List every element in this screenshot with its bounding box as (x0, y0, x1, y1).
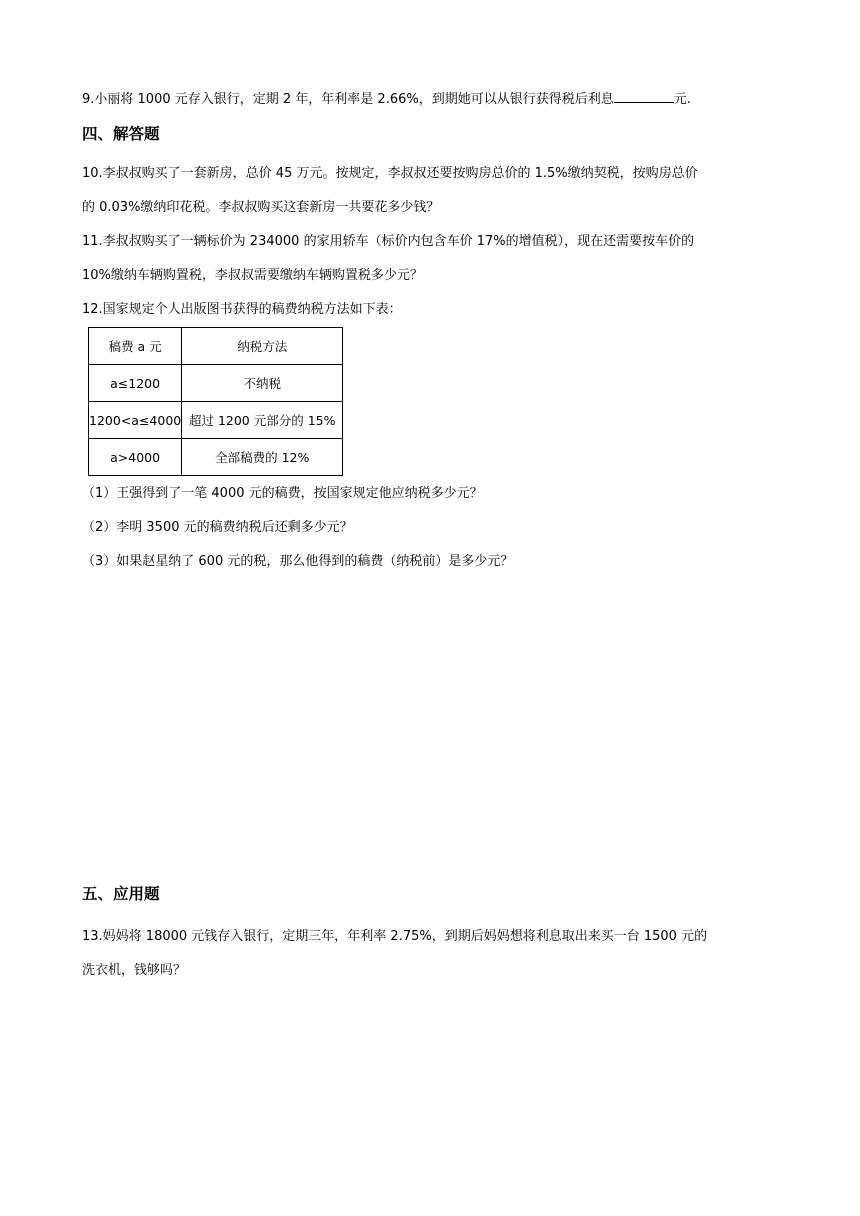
table-header-cell: 纳税方法 (182, 328, 343, 365)
section-4-heading: 四、解答题 (82, 125, 160, 143)
question-10-line-1: 10.李叔叔购买了一套新房，总价 45 万元。按规定，李叔叔还要按购房总价的 1.5%缴纳契税，按购房总价 (82, 166, 698, 181)
question-13-line-1: 13.妈妈将 18000 元钱存入银行，定期三年，年利率 2.75%，到期后妈妈想将利息取出来买一台 1500 元的 (82, 929, 708, 944)
table-cell: 不纳税 (182, 365, 343, 402)
question-11-line-2: 10%缴纳车辆购置税，李叔叔需要缴纳车辆购置税多少元？ (82, 268, 423, 283)
table-row (89, 439, 343, 476)
section-5-heading: 五、应用题 (82, 885, 160, 903)
table-row (89, 402, 343, 439)
question-9-unit: 元. (673, 92, 691, 107)
question-12-sub-2: （2）李明 3500 元的稿费纳税后还剩多少元？ (82, 520, 353, 535)
question-9-text: 9.小丽将 1000 元存入银行，定期 2 年，年利率是 2.66%，到期她可以从银行获得税后利息 (82, 92, 614, 107)
question-11-line-1: 11.李叔叔购买了一辆标价为 234000 的家用轿车（标价内包含车价 17%的增值税），现在还需要按车价的 (82, 234, 695, 249)
table-cell: 全部稿费的 12% (182, 439, 343, 476)
table-cell: a≤1200 (89, 365, 182, 402)
question-12-sub-1: （1）王强得到了一笔 4000 元的稿费，按国家规定他应纳税多少元？ (82, 486, 483, 501)
question-12-sub-3: （3）如果赵星纳了 600 元的税，那么他得到的稿费（纳税前）是多少元？ (82, 554, 514, 569)
table-cell: a>4000 (89, 439, 182, 476)
table-header-cell: 稿费 a 元 (89, 328, 182, 365)
table-cell: 超过 1200 元部分的 15% (182, 402, 343, 439)
question-10-line-2: 的 0.03%缴纳印花税。李叔叔购买这套新房一共要花多少钱？ (82, 200, 440, 215)
question-12-intro: 12.国家规定个人出版图书获得的稿费纳税方法如下表： (82, 302, 402, 317)
table-header-row (89, 328, 343, 365)
table-row (89, 365, 343, 402)
table-cell: 1200<a≤4000 (89, 402, 182, 439)
tax-table (88, 327, 343, 476)
answer-blank[interactable] (614, 89, 674, 103)
question-9 (82, 89, 691, 109)
question-13-line-2: 洗衣机，钱够吗？ (82, 963, 187, 978)
